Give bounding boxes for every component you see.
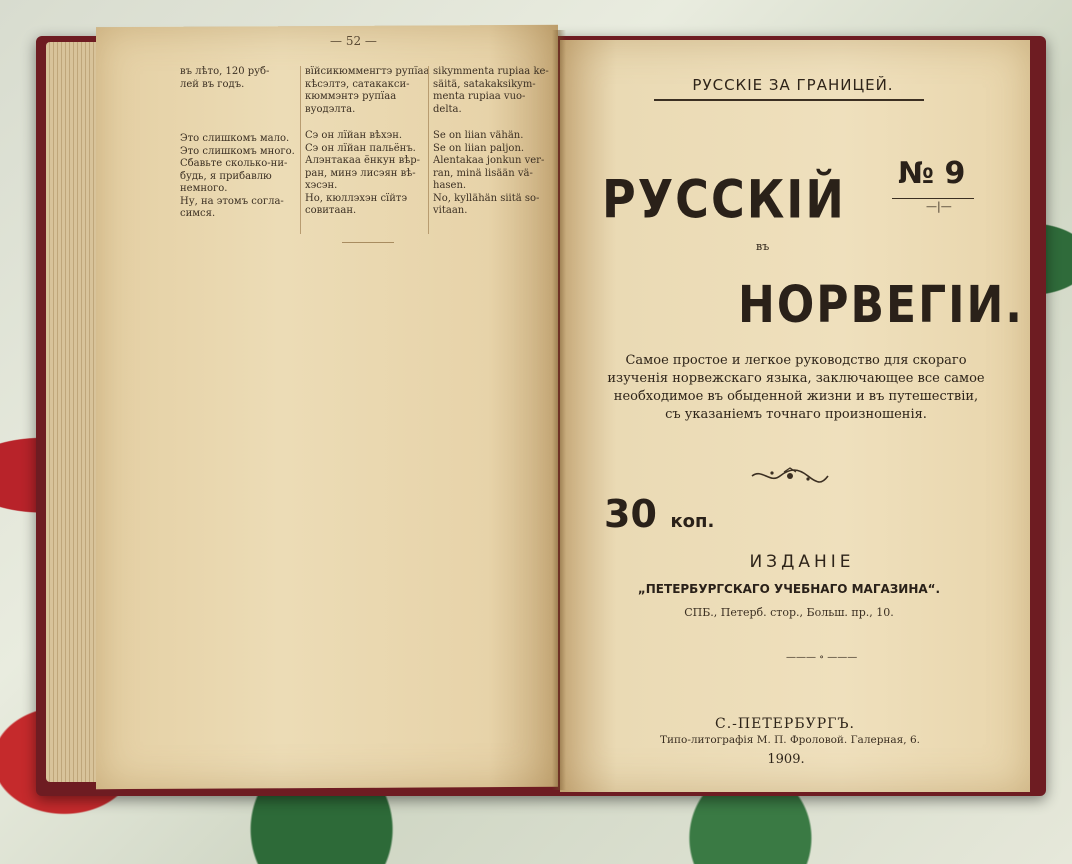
- pronunciation-column: [300, 66, 431, 234]
- phrase-line: будь, я прибавлю: [180, 170, 272, 182]
- page-number: — 52 —: [330, 34, 377, 48]
- phrase-line: Это слишкомъ много.: [180, 145, 295, 157]
- book-description: [596, 352, 996, 424]
- issue-ornament: —|—: [926, 200, 952, 213]
- city: С.-ПЕТЕРБУРГЪ.: [715, 716, 855, 732]
- phrase-line: симся.: [180, 208, 216, 219]
- phrase-line: кюммэнтэ рупїаа: [305, 91, 397, 102]
- description-line: съ указаніемъ точнаго произношенія.: [665, 407, 927, 422]
- description-line: изученія норвежскаго языка, заключающее все самое: [607, 371, 985, 386]
- series-underline: [654, 99, 924, 101]
- phrase-line: Se on liian paljon.: [433, 142, 525, 154]
- description-line: необходимое въ обыденной жизни и въ путешествіи,: [613, 389, 979, 404]
- phrase-line: вїйсикюмменгтэ рупїаа: [305, 66, 430, 77]
- phrase-line: вуодэлта.: [305, 103, 356, 115]
- phrase-line: ран, минэ лисэян вѣ-: [305, 167, 416, 179]
- phrase-line: Сбавьте сколько-ни-: [180, 158, 288, 169]
- finnish-column: [428, 66, 557, 234]
- phrase-line: въ лѣто, 120 руб-: [180, 66, 270, 77]
- small-ornament: ——— ∘ ———: [786, 652, 858, 663]
- russian-column: [180, 66, 296, 234]
- phrase-line: Se on liian vähän.: [433, 130, 524, 141]
- phrase-line: ran, minä lisään vä-: [433, 167, 533, 179]
- phrase-line: хэсэн.: [305, 180, 338, 191]
- phrase-line: vitaan.: [433, 205, 468, 216]
- phrase-line: sikymmenta rupiaa ke-: [433, 66, 549, 77]
- publisher-label: ИЗДАНІЕ: [749, 552, 855, 572]
- price: [604, 492, 714, 536]
- phrase-line: лей въ годъ.: [180, 78, 245, 90]
- title-line-1: РУССКІЙ: [602, 168, 846, 231]
- phrase-line: delta.: [433, 103, 462, 115]
- phrase-line: säitä, satakaksikym-: [433, 78, 536, 90]
- phrase-line: Ну, на этомъ согла-: [180, 195, 284, 207]
- issue-number: № 9: [898, 156, 966, 191]
- price-unit: коп.: [670, 511, 715, 532]
- floral-ornament-icon: [750, 466, 830, 486]
- phrase-line: Это слишкомъ мало.: [180, 133, 290, 144]
- phrase-line: No, kyllähän siitä so-: [433, 192, 540, 204]
- issue-underline: [892, 198, 974, 199]
- phrase-line: Сэ он лїйан пальёнъ.: [305, 142, 416, 154]
- publisher-address: СПБ., Петерб. стор., Больш. пр., 10.: [684, 606, 894, 619]
- price-amount: 30: [604, 492, 657, 536]
- phrase-line: Но, кюллэхэн сїйтэ: [305, 192, 408, 204]
- publisher-name: „ПЕТЕРБУРГСКАГО УЧЕБНАГО МАГАЗИНА“.: [637, 582, 941, 596]
- title-preposition: въ: [756, 240, 770, 253]
- publication-year: 1909.: [767, 752, 805, 767]
- phrase-line: menta rupiaa vuo-: [433, 91, 526, 102]
- phrase-table: [180, 66, 552, 234]
- phrase-line: Alentakaa jonkun ver-: [433, 155, 545, 166]
- phrase-line: Сэ он лїйан вѣхэн.: [305, 130, 403, 141]
- phrase-line: немного.: [180, 183, 228, 194]
- phrase-line: Алэнтакаа ёнкун вѣр-: [305, 155, 421, 166]
- printer: Типо-литографія М. П. Фроловой. Галерная, 6.: [660, 734, 920, 746]
- end-rule: [342, 242, 394, 243]
- phrase-line: hasen.: [433, 180, 467, 191]
- phrase-line: кѣсэлтэ, сатакакси-: [305, 78, 410, 90]
- description-line: Самое простое и легкое руководство для скораго: [625, 353, 967, 368]
- phrase-line: совитаан.: [305, 205, 357, 216]
- title-line-2: НОРВЕГІИ.: [738, 276, 1025, 335]
- series-title: РУССКІЕ ЗА ГРАНИЦЕЙ.: [692, 76, 894, 94]
